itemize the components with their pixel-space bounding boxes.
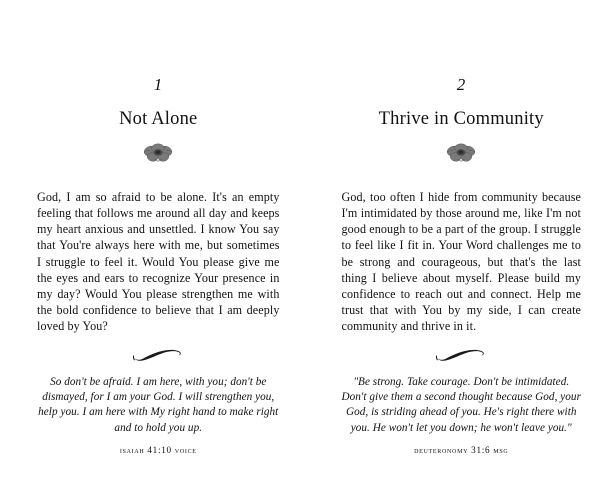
floral-rose-ornament-right [444,142,478,164]
floral-rose-ornament-left [141,142,175,164]
scripture-citation-left: isaiah 41:10 voice [119,444,197,455]
calligraphic-swash-ornament-right [435,347,487,363]
prayer-body-right: God, too often I hide from community because I'm intimidated by those around me, like I'm not good enough to be a part of the group. I struggle to feel like I fit in. Your Word challenges me to be strong and courageous, but that's the last thing I believe about myself. Please build my confidence to reach out and connect. Help me trust that with You by my side, I can create community and thrive in it. [341,190,581,333]
page-right [302,0,603,495]
prayer-body-left: God, I am so afraid to be alone. It's an empty feeling that follows me around all day and keeps my heart anxious and unsettled. I know You say that You're always here with me, but sometimes I struggle to feel it. Would You please give me the eyes and ears to recognize Your presence in my day? Would You please strengthen me with the bold confidence to believe that I am deeply loved by You? [37,190,280,333]
chapter-title-left: Not Alone [119,109,198,129]
chapter-number-right: 2 [456,75,466,94]
scripture-quote-right: "Be strong. Take courage. Don't be intimidated. Don't give them a second thought because God, your God, is striding ahead of you. He's right there with you. He won't let you down; he won't leave you." [341,375,581,434]
scripture-citation-right: deuteronomy 31:6 msg [414,444,509,455]
calligraphic-swash-ornament-left [132,347,184,363]
chapter-title-right: Thrive in Community [378,109,544,129]
chapter-number-left: 1 [153,75,163,94]
scripture-quote-left: So don't be afraid. I am here, with you; don't be dismayed, for I am your God. I will strengthen you, help you. I am here with My right hand to make right and to hold you up. [38,375,279,434]
